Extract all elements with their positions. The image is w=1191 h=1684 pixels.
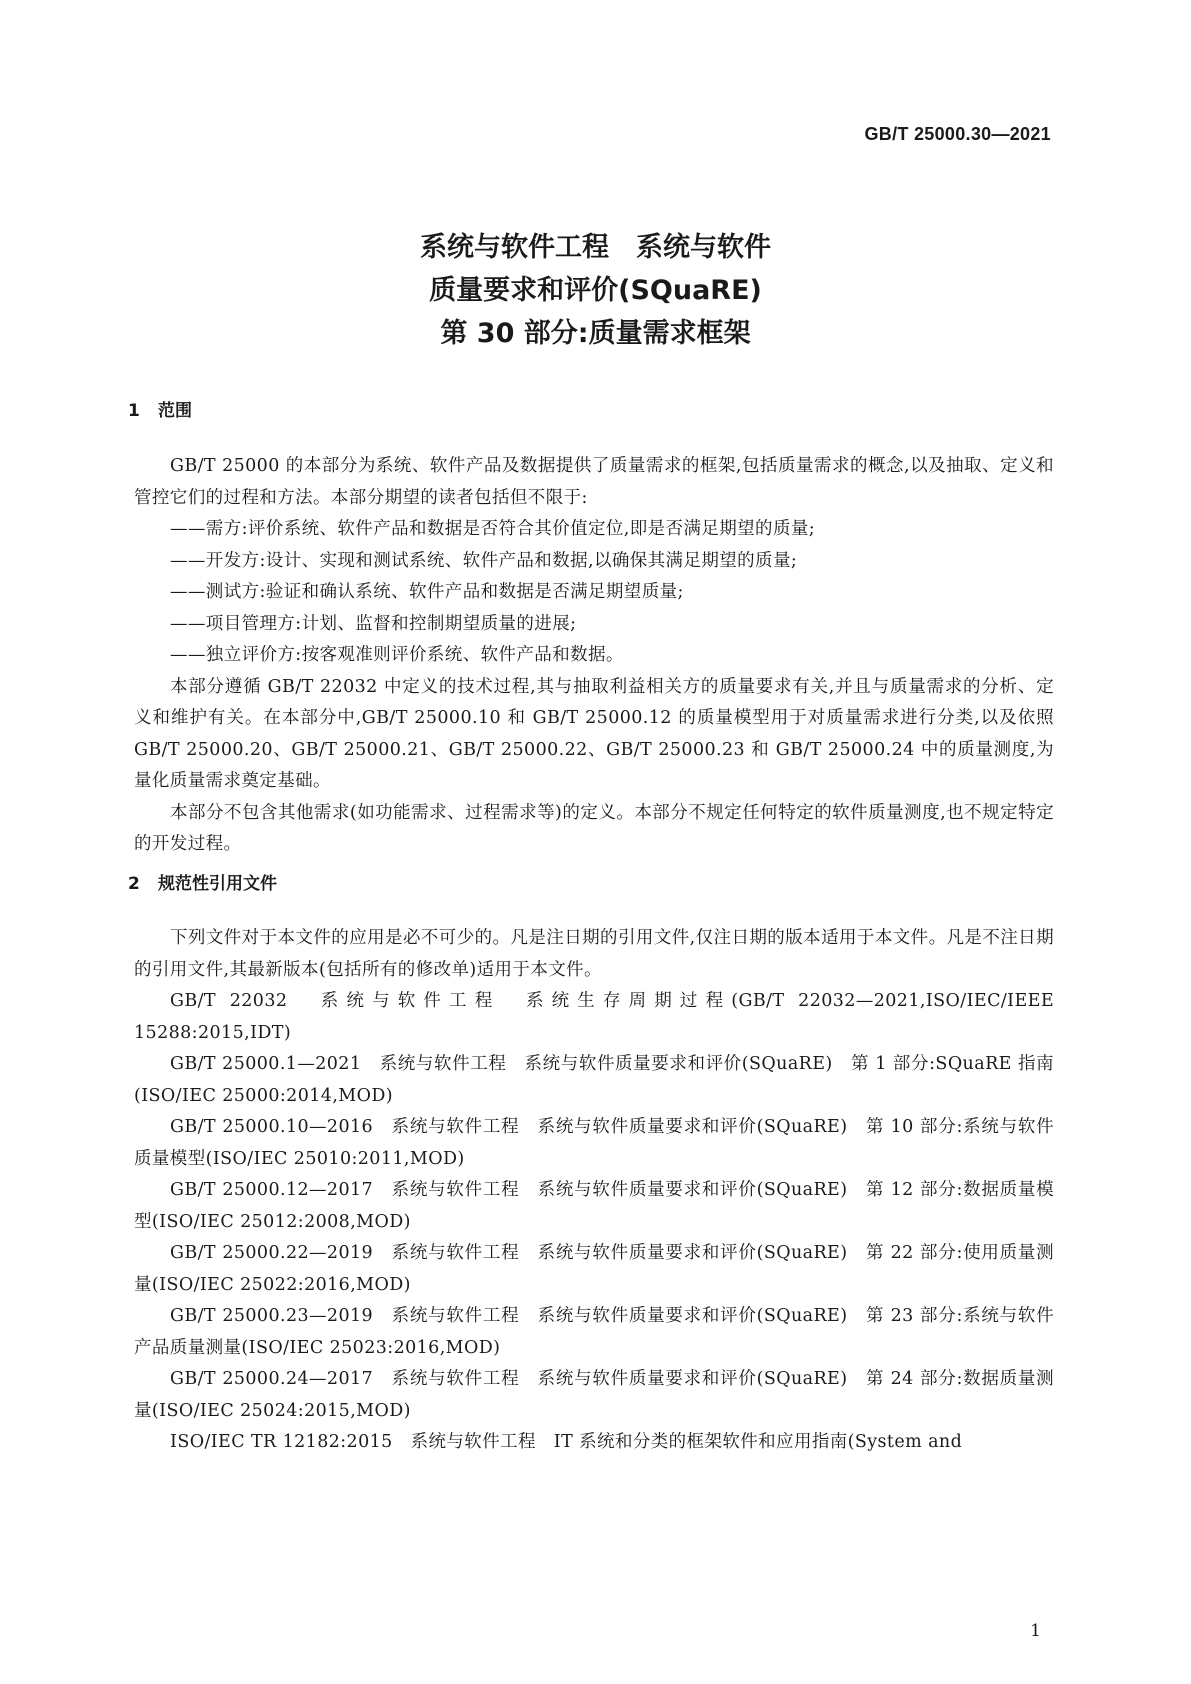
section-2-body	[134, 923, 1054, 1459]
section-2-number: 2	[128, 874, 140, 894]
reference-item: GB/T 25000.23—2019 系统与软件工程 系统与软件质量要求和评价(SQuaRE) 第 23 部分:系统与软件产品质量测量(ISO/IEC 25023:2016,MOD)	[134, 1306, 1054, 1358]
section-2-title: 规范性引用文件	[158, 874, 277, 894]
reference-item: GB/T 22032 系统与软件工程 系统生存周期过程(GB/T 22032—2021,ISO/IEC/IEEE 15288:2015,IDT)	[134, 991, 1054, 1043]
list-item: ——需方:评价系统、软件产品和数据是否符合其价值定位,即是否满足期望的质量;	[170, 519, 816, 539]
reference-item: GB/T 25000.10—2016 系统与软件工程 系统与软件质量要求和评价(SQuaRE) 第 10 部分:系统与软件质量模型(ISO/IEC 25010:2011,MOD)	[134, 1117, 1054, 1169]
reference-item: GB/T 25000.12—2017 系统与软件工程 系统与软件质量要求和评价(SQuaRE) 第 12 部分:数据质量模型(ISO/IEC 25012:2008,MOD)	[134, 1180, 1054, 1232]
list-item: ——项目管理方:计划、监督和控制期望质量的进展;	[170, 613, 577, 634]
list-item: ——独立评价方:按客观准则评价系统、软件产品和数据。	[170, 645, 624, 665]
section-1-intro: GB/T 25000 的本部分为系统、软件产品及数据提供了质量需求的框架,包括质量需求的概念,以及抽取、定义和管控它们的过程和方法。本部分期望的读者包括但不限于:	[134, 456, 1054, 508]
section-1-paragraph-3: 本部分不包含其他需求(如功能需求、过程需求等)的定义。本部分不规定任何特定的软件质量测度,也不规定特定的开发过程。	[134, 802, 1054, 854]
reference-item: GB/T 25000.22—2019 系统与软件工程 系统与软件质量要求和评价(SQuaRE) 第 22 部分:使用质量测量(ISO/IEC 25022:2016,MOD)	[134, 1243, 1054, 1295]
reference-item: GB/T 25000.1—2021 系统与软件工程 系统与软件质量要求和评价(SQuaRE) 第 1 部分:SQuaRE 指南(ISO/IEC 25000:2014,MOD)	[134, 1054, 1054, 1106]
title-line-1: 系统与软件工程 系统与软件	[420, 232, 771, 263]
section-2-heading	[128, 869, 277, 894]
standard-code: GB/T 25000.30—2021	[864, 124, 1051, 144]
title-line-2: 质量要求和评价(SQuaRE)	[429, 275, 762, 306]
list-item: ——测试方:验证和确认系统、软件产品和数据是否满足期望质量;	[170, 582, 684, 602]
section-1-title: 范围	[158, 401, 192, 421]
section-1-paragraph-2: 本部分遵循 GB/T 22032 中定义的技术过程,其与抽取利益相关方的质量要求有关,并且与质量需求的分析、定义和维护有关。在本部分中,GB/T 25000.10 和 GB/T 25000.12 的质量模型用于对质量需求进行分类,以及依照 GB/T 25000.20、GB/T 25000.21、GB/T 25000.22、GB/T 25000.23 和 GB/T 25000.24 中的质量测度,为量化质量需求奠定基础。	[134, 676, 1054, 791]
title-line-3: 第 30 部分:质量需求框架	[440, 318, 751, 349]
reference-item: ISO/IEC TR 12182:2015 系统与软件工程 IT 系统和分类的框架软件和应用指南(System and	[170, 1432, 963, 1452]
section-1-number: 1	[128, 401, 140, 421]
section-1-body	[134, 451, 1054, 861]
section-1-heading	[128, 396, 192, 421]
list-item: ——开发方:设计、实现和测试系统、软件产品和数据,以确保其满足期望的质量;	[170, 550, 798, 571]
page-number: 1	[1030, 1621, 1041, 1641]
reference-item: GB/T 25000.24—2017 系统与软件工程 系统与软件质量要求和评价(SQuaRE) 第 24 部分:数据质量测量(ISO/IEC 25024:2015,MOD)	[134, 1369, 1054, 1421]
document-title	[0, 226, 1191, 355]
section-2-intro: 下列文件对于本文件的应用是必不可少的。凡是注日期的引用文件,仅注日期的版本适用于本文件。凡是不注日期的引用文件,其最新版本(包括所有的修改单)适用于本文件。	[134, 928, 1054, 980]
